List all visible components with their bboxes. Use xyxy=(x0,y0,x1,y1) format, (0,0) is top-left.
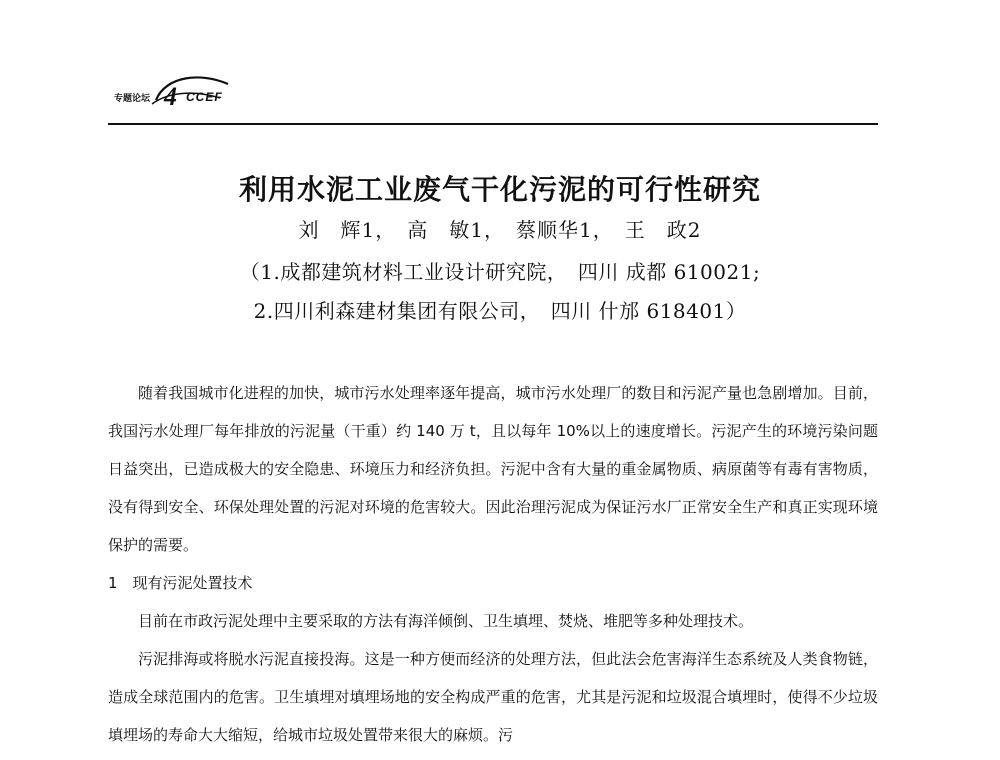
section-heading-1: 1 现有污泥处置技术 xyxy=(108,574,253,592)
author-list: 刘 辉1， 高 敏1， 蔡顺华1， 王 政2 xyxy=(298,218,702,242)
body-paragraph-2: 目前在市政污泥处理中主要采取的方法有海洋倾倒、卫生填埋、焚烧、堆肥等多种处理技术。 xyxy=(138,612,754,630)
journal-header xyxy=(108,58,878,122)
logo-small-text: 专题论坛 xyxy=(114,94,151,104)
logo-text: CCEF xyxy=(186,90,223,104)
affiliation-2: 2.四川利森建材集团有限公司， 四川 什邡 618401） xyxy=(253,299,747,323)
affiliation-1: （1.成都建筑材料工业设计研究院， 四川 成都 610021; xyxy=(239,260,761,284)
logo-mark: 4 xyxy=(164,82,177,111)
journal-logo xyxy=(108,70,258,114)
body-paragraph-1: 随着我国城市化进程的加快，城市污水处理率逐年提高，城市污水处理厂的数目和污泥产量也急剧增加。目前，我国污水处理厂每年排放的污泥量（干重）约 140 万 t，且以每年 10%以上的速度增长。污泥产生的环境污染问题日益突出，已造成极大的安全隐患、环境压力和经济负担。污泥中含有大量的重金属物质、病原菌等有毒有害物质，没有得到安全、环保处理处置的污泥对环境的危害较大。因此治理污泥成为保证污水厂正常安全生产和真正实现环境保护的需要。 xyxy=(108,384,878,554)
header-rule xyxy=(108,123,878,125)
paper-title: 利用水泥工业废气干化污泥的可行性研究 xyxy=(238,173,761,206)
paper-body xyxy=(108,374,878,754)
body-paragraph-3: 污泥排海或将脱水污泥直接投海。这是一种方便而经济的处理方法，但此法会危害海洋生态系统及人类食物链，造成全球范围内的危害。卫生填埋对填埋场地的安全构成严重的危害，尤其是污泥和垃圾混合填埋时，使得不少垃圾填埋场的寿命大大缩短，给城市垃圾处置带来很大的麻烦。污 xyxy=(108,650,878,744)
